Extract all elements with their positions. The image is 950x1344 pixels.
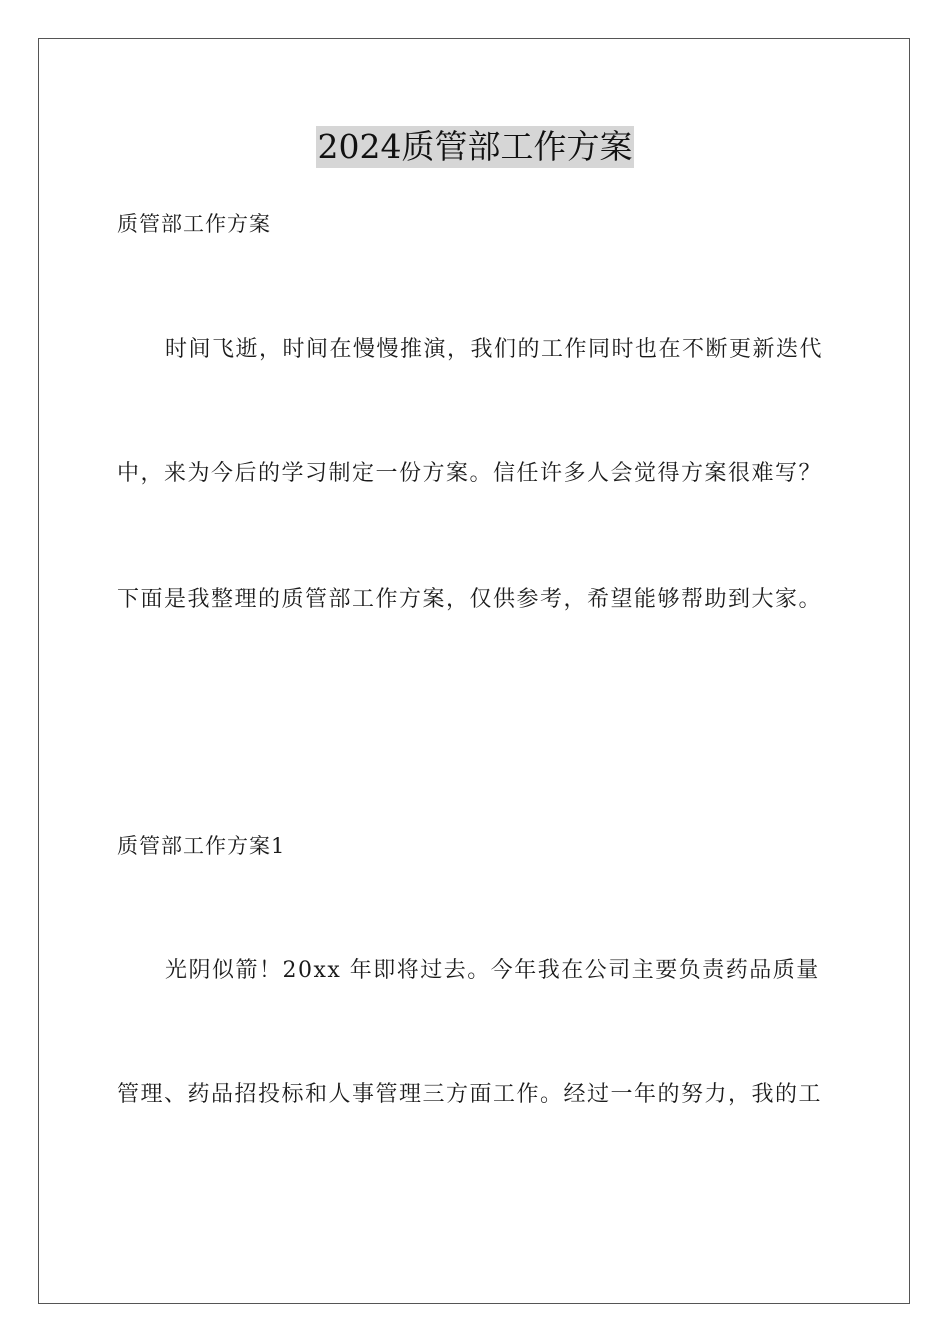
paragraph-line: 下面是我整理的质管部工作方案，仅供参考，希望能够帮助到大家。 <box>117 587 823 612</box>
title-container <box>0 126 950 168</box>
document-subtitle: 质管部工作方案 <box>117 212 271 236</box>
paragraph-line: 光阴似箭！20xx 年即将过去。今年我在公司主要负责药品质量 <box>165 958 820 983</box>
paragraph-line: 管理、药品招投标和人事管理三方面工作。经过一年的努力，我的工 <box>117 1082 823 1107</box>
document-title: 2024质管部工作方案 <box>317 127 633 166</box>
paragraph-line: 时间飞逝，时间在慢慢推演，我们的工作同时也在不断更新迭代 <box>165 337 824 362</box>
paragraph-line: 中，来为今后的学习制定一份方案。信任许多人会觉得方案很难写？ <box>117 461 823 486</box>
section-heading: 质管部工作方案1 <box>117 834 286 858</box>
